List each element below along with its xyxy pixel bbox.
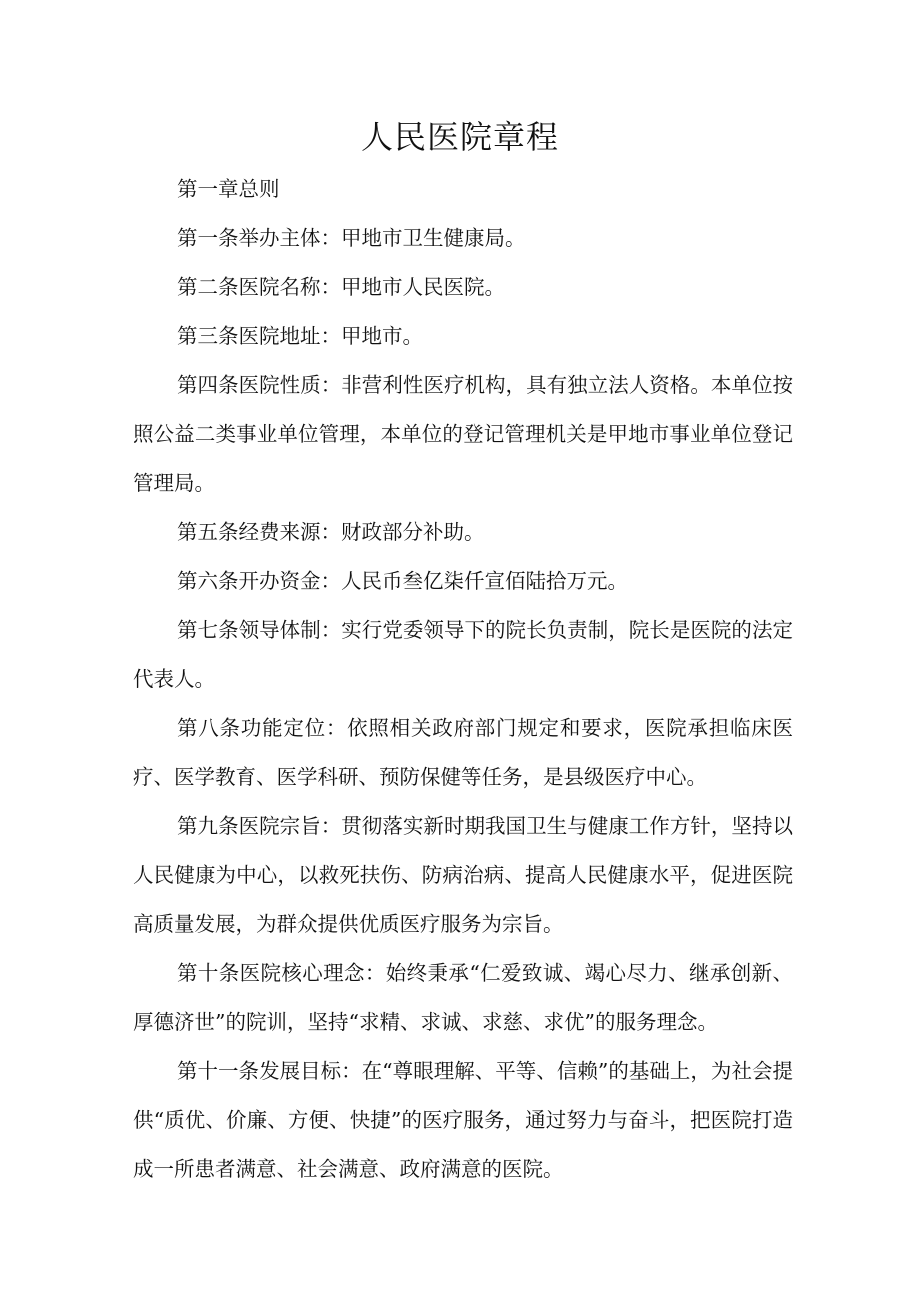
article-6: 第六条开办资金：人民币叁亿柒仟宣佰陆拾万元。 [177, 569, 628, 593]
article-8: 第八条功能定位：依照相关政府部门规定和要求，医院承担临床医疗、医学教育、医学科研、预防保健等任务，是县级医疗中心。 [133, 716, 793, 789]
article-10: 第十条医院核心理念：始终秉承“仁爱致诚、竭心尽力、继承创新、厚德济世”的院训，坚持“求精、求诚、求慈、求优”的服务理念。 [133, 961, 793, 1034]
article-3: 第三条医院地址：甲地市。 [177, 324, 423, 348]
document-title: 人民医院章程 [360, 118, 559, 156]
article-2: 第二条医院名称：甲地市人民医院。 [177, 275, 505, 299]
article-9: 第九条医院宗旨：贯彻落实新时期我国卫生与健康工作方针，坚持以人民健康为中心，以救死扶伤、防病治病、提高人民健康水平，促进医院高质量发展，为群众提供优质医疗服务为宗旨。 [133, 814, 793, 936]
article-5: 第五条经费来源：财政部分补助。 [177, 520, 485, 544]
document-body [133, 165, 793, 1194]
article-11: 第十一条发展目标：在“尊眼理解、平等、信赖”的基础上，为社会提供“质优、价廉、方便、快捷”的医疗服务，通过努力与奋斗，把医院打造成一所患者满意、社会满意、政府满意的医院。 [133, 1059, 793, 1181]
article-7: 第七条领导体制：实行党委领导下的院长负责制，院长是医院的法定代表人。 [133, 618, 793, 691]
chapter-heading: 第一章总则 [177, 177, 280, 201]
article-4: 第四条医院性质：非营利性医疗机构，具有独立法人资格。本单位按照公益二类事业单位管理，本单位的登记管理机关是甲地市事业单位登记管理局。 [133, 373, 793, 495]
article-1: 第一条举办主体：甲地市卫生健康局。 [177, 226, 526, 250]
